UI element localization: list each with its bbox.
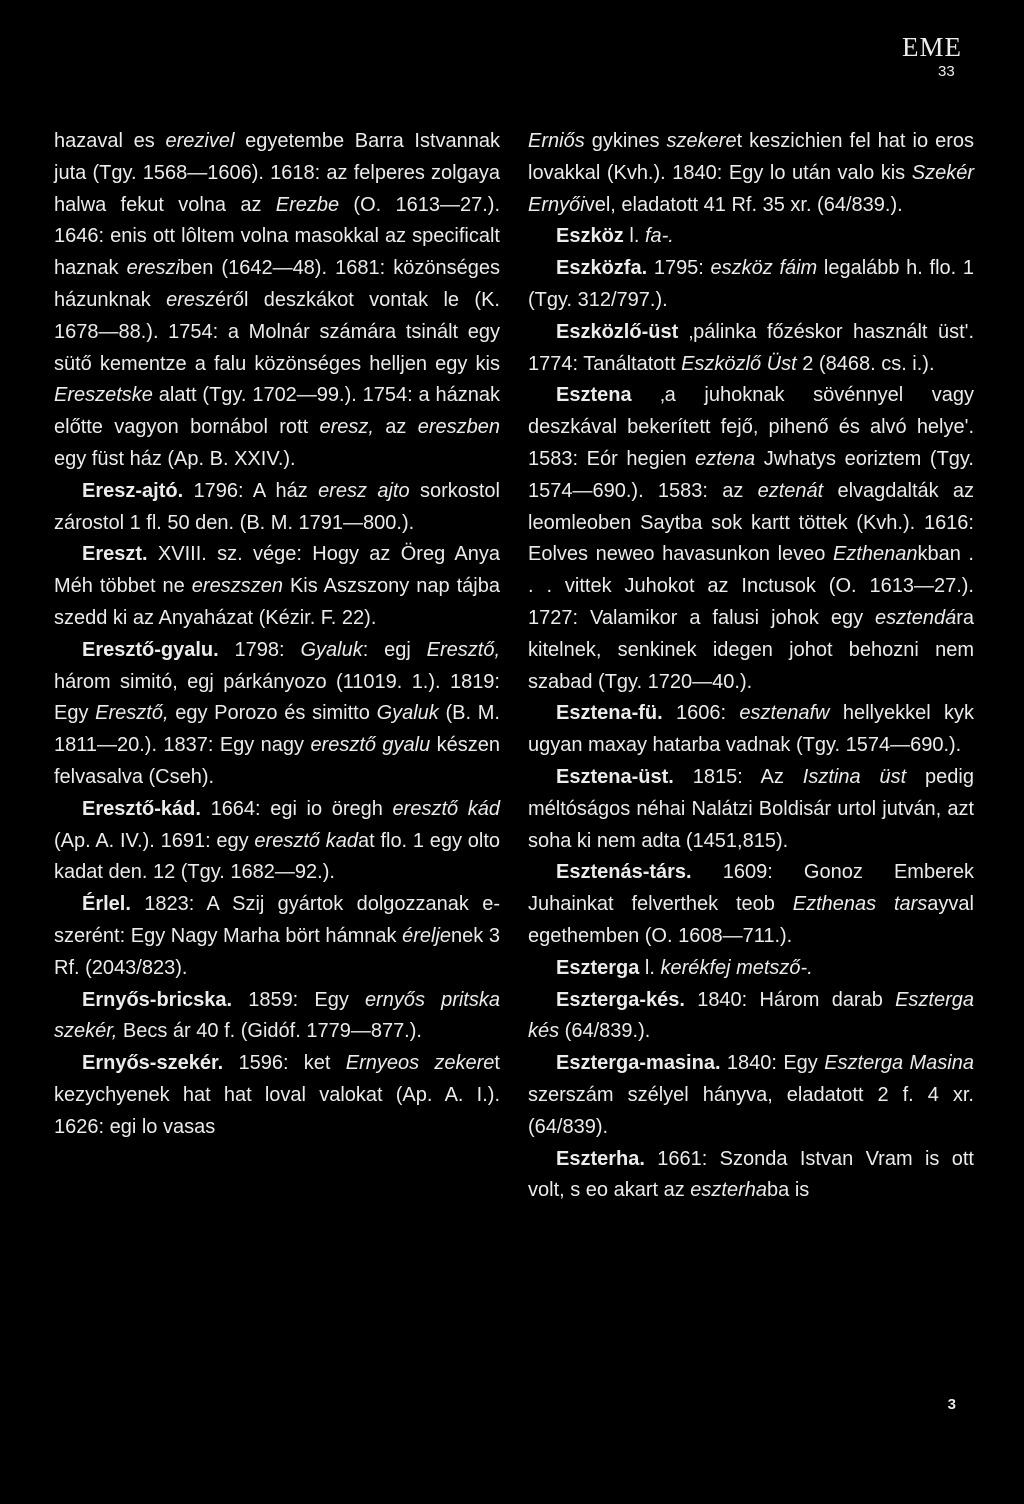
- italic-term: ereszi: [126, 257, 180, 280]
- italic-term: Isztina üst: [802, 765, 907, 788]
- entry-text: (B. M. 1811—20.). 1837: Egy nagy: [54, 702, 500, 757]
- dictionary-entry: [54, 1048, 500, 1143]
- italic-term: Ezthenan: [832, 543, 918, 566]
- entry-headword: Esztena-fü.: [556, 702, 663, 725]
- italic-term: Eszközlő Üst: [681, 352, 797, 375]
- italic-term: Erniős: [528, 130, 585, 152]
- entry-text: alatt (Tgy. 1702—99.). 1754: a háznak előtte vagyon bornábol rott: [54, 384, 500, 439]
- entry-headword: Ernyős-bricska.: [82, 988, 233, 1011]
- entry-text: sorkostol zárostol 1 fl. 50 den. (B. M. 1791—800.).: [54, 479, 500, 534]
- italic-term: erezivel: [165, 130, 235, 152]
- entry-headword: Eresztő-kád.: [82, 797, 201, 820]
- italic-term: eztenát: [757, 479, 824, 502]
- signature-mark: 3: [947, 1396, 956, 1413]
- entry-headword: Eszterga: [556, 956, 640, 979]
- italic-term: esztendá: [875, 606, 957, 629]
- entry-text: (O. 1613—27.). 1646: enis ott lôltem volna masokkal az specificalt haznak: [54, 193, 501, 280]
- italic-term: érelje: [402, 924, 452, 947]
- dictionary-entry: [54, 985, 500, 1049]
- entry-text: szerszám szélyel hányva, eladatott 2 f. 4 xr. (64/839).: [528, 1083, 974, 1138]
- entry-headword: Eszterga-kés.: [556, 988, 685, 1011]
- entry-text: Kis Aszszony nap tájba szedd ki az Anyaházat (Kézir. F. 22).: [54, 575, 500, 629]
- italic-term: Erezbe: [275, 193, 340, 216]
- entry-headword: Eresztő-gyalu.: [82, 638, 219, 661]
- entry-text: at flo. 1 egy olto kadat den. 12 (Tgy. 1682—92.).: [54, 829, 501, 884]
- entry-text: egy füst ház (Ap. B. XXIV.).: [54, 447, 296, 470]
- entry-headword: Ereszt.: [82, 543, 148, 566]
- entry-text: l.: [639, 956, 661, 979]
- entry-text: ‚a juhoknak sövénnyel vagy deszkával bekerített fejő, pihenő és alvó helye'. 1583: Eór hegien: [528, 384, 974, 470]
- entry-text: 1661: Szonda Istvan Vram is ott volt, s eo akart az: [528, 1147, 974, 1202]
- entry-headword: Ernyős-szekér.: [82, 1052, 224, 1075]
- entry-text: t keszichien fel hat io eros lovakkal (Kvh.). 1840: Egy lo után valo kis: [528, 130, 974, 184]
- italic-term: kerékfej metsző-.: [660, 956, 813, 979]
- dictionary-entry: [528, 985, 974, 1049]
- entry-text: : egj: [362, 638, 427, 661]
- entry-text: t kezychyenek hat hat loval valokat (Ap. A. I.). 1626: egi lo vasas: [54, 1052, 500, 1138]
- entry-headword: Eszközlő-üst: [556, 320, 679, 343]
- entry-text: Becs ár 40 f. (Gidóf. 1779—877.).: [117, 1020, 422, 1043]
- entry-headword: Esztena: [556, 384, 632, 407]
- dictionary-entry: [54, 794, 500, 889]
- page-number: 33: [938, 63, 955, 80]
- entry-text: vel, eladatott 41 Rf. 35 xr. (64/839.).: [584, 193, 903, 216]
- italic-term: eresztő kád: [392, 797, 500, 820]
- italic-term: eresztő gyalu: [310, 734, 431, 757]
- italic-term: Ezthenas tars: [792, 893, 928, 916]
- entry-text: három simitó, egj párkányozo (11019. 1.). 1819: Egy: [54, 670, 500, 725]
- italic-term: Eresztő,: [95, 702, 169, 725]
- entry-text: éről deszkákot vontak le (K. 1678—88.). 1754: a Molnár számára tsinált egy sütő kementze a falu közönséges helljen egy kis: [54, 288, 500, 375]
- dictionary-entry: [528, 253, 974, 317]
- entry-text: 2 (8468. cs. i.).: [796, 352, 935, 375]
- entry-text: nek 3 Rf. (2043/823).: [54, 924, 500, 979]
- italic-term: ernyős pritska szekér,: [54, 988, 500, 1043]
- dictionary-entry: [54, 476, 500, 540]
- entry-text: az: [373, 416, 418, 439]
- entry-text: 1596: ket: [223, 1052, 346, 1075]
- dictionary-entry: [528, 857, 974, 952]
- entry-text: ‚pálinka főzéskor használt üst'. 1774: Tanáltatott: [528, 320, 974, 375]
- dictionary-entry: [54, 539, 500, 634]
- entry-text: 1815: Az: [673, 765, 803, 788]
- italic-term: Eszterga kés: [528, 988, 974, 1043]
- italic-term: Gyaluk: [376, 702, 439, 725]
- italic-term: szekere: [666, 130, 737, 152]
- entry-headword: Eszterha.: [556, 1147, 645, 1170]
- entry-text: kban . . . vittek Juhokot az Inctusok (O. 1613—27.). 1727: Valamikor a falusi johok egy: [528, 543, 974, 629]
- page-header: [902, 32, 962, 80]
- entry-text: 1840: Három darab: [684, 988, 896, 1011]
- entry-headword: Esztenás-társ.: [556, 861, 692, 884]
- italic-term: ereszben: [417, 416, 500, 439]
- entry-text: ba is: [767, 1179, 810, 1202]
- dictionary-entry: [54, 126, 500, 476]
- italic-term: Ereszetske: [54, 384, 153, 407]
- entry-text: 1796: A ház: [183, 479, 319, 502]
- entry-text: l.: [623, 225, 645, 248]
- entry-text: hazaval es: [54, 130, 166, 152]
- entry-text: egyetembe Barra Istvannak juta (Tgy. 1568—1606). 1618: az felperes zolgaya halwa fekut volna az: [54, 130, 501, 216]
- entry-text: Jwhatys eoriztem (Tgy. 1574—690.). 1583: az: [528, 447, 974, 502]
- entry-text: 1840: Egy: [720, 1052, 825, 1075]
- entry-text: XVIII. sz. vége: Hogy az Öreg Anya Méh többet ne: [54, 543, 500, 598]
- italic-term: Gyaluk: [300, 638, 363, 661]
- italic-term: eszterha: [690, 1179, 768, 1202]
- italic-term: eztena: [695, 447, 756, 470]
- header-logo-letters: EME: [902, 32, 962, 62]
- entry-text: 1798:: [218, 638, 301, 661]
- entry-text: ayval egethemben (O. 1608—711.).: [528, 893, 974, 947]
- dictionary-entry: [528, 380, 974, 698]
- italic-term: Eresztő,: [426, 638, 500, 661]
- entry-text: készen felvasalva (Cseh).: [54, 734, 500, 788]
- dictionary-entry: [528, 126, 974, 221]
- entry-headword: Eszköz: [556, 225, 624, 248]
- entry-text: 1664: egi io öregh: [200, 797, 393, 820]
- entry-headword: Eszközfa.: [556, 257, 648, 280]
- entry-text: legalább h. flo. 1 (Tgy. 312/797.).: [528, 257, 974, 311]
- entry-text: (Ap. A. IV.). 1691: egy: [54, 829, 255, 852]
- entry-text: ben (1642—48). 1681: közönséges házunknak: [54, 257, 500, 311]
- dictionary-entry: [528, 221, 974, 253]
- entry-text: ra kitelnek, senkinek idegen johot behozni nem szabad (Tgy. 1720—40.).: [528, 606, 974, 693]
- entry-text: 1795:: [647, 257, 711, 280]
- entry-headword: Érlel.: [82, 893, 131, 916]
- italic-term: Ernyeos zekere: [345, 1052, 495, 1075]
- italic-term: eresztő kad: [254, 829, 358, 852]
- italic-term: fa-.: [644, 225, 674, 248]
- entry-headword: Eszterga-masina.: [556, 1052, 721, 1075]
- dictionary-entry: [528, 762, 974, 857]
- entry-text: pedig méltóságos néhai Nalátzi Boldisár urtol jutván, azt soha ki nem adta (1451,815).: [528, 765, 974, 852]
- dictionary-entry: [528, 953, 974, 985]
- entry-headword: Eresz-ajtó.: [82, 479, 184, 502]
- italic-term: eresz: [166, 288, 216, 311]
- right-column: [528, 126, 974, 1207]
- entry-text: 1859: Egy: [232, 988, 365, 1011]
- dictionary-entry: [528, 698, 974, 762]
- italic-term: eresz ajto: [318, 479, 410, 502]
- entry-text: 1823: A Szij gyártok dolgozzanak e-szerént: Egy Nagy Marha bört hámnak: [54, 893, 500, 947]
- italic-term: esztenafw: [739, 702, 830, 725]
- italic-term: ereszszen: [191, 575, 283, 598]
- entry-text: elvagdalták az leomleoben Saytba sok kartt töttek (Kvh.). 1616: Eolves neweo havasunkon leveo: [528, 479, 974, 566]
- dictionary-entry: [528, 1144, 974, 1208]
- entry-headword: Esztena-üst.: [556, 765, 674, 788]
- dictionary-entry: [528, 317, 974, 381]
- entry-text: (64/839.).: [559, 1020, 651, 1043]
- italic-term: Szekér Ernyői: [528, 161, 974, 216]
- entry-text: egy Porozo és simitto: [168, 702, 377, 725]
- entry-text: 1606:: [662, 702, 740, 725]
- italic-term: eszköz fáim: [710, 257, 818, 280]
- dictionary-entry: [528, 1048, 974, 1143]
- dictionary-entry: [54, 889, 500, 984]
- entry-text: 1609: Gonoz Emberek Juhainkat felverthek teob: [528, 861, 974, 916]
- entry-text: hellyekkel kyk ugyan maxay hatarba vadnak (Tgy. 1574—690.).: [528, 702, 974, 757]
- italic-term: Eszterga Masina: [824, 1052, 974, 1075]
- entry-text: gykines: [584, 130, 667, 152]
- italic-term: eresz,: [319, 416, 374, 439]
- left-column: [54, 126, 500, 1144]
- dictionary-entry: [54, 635, 500, 794]
